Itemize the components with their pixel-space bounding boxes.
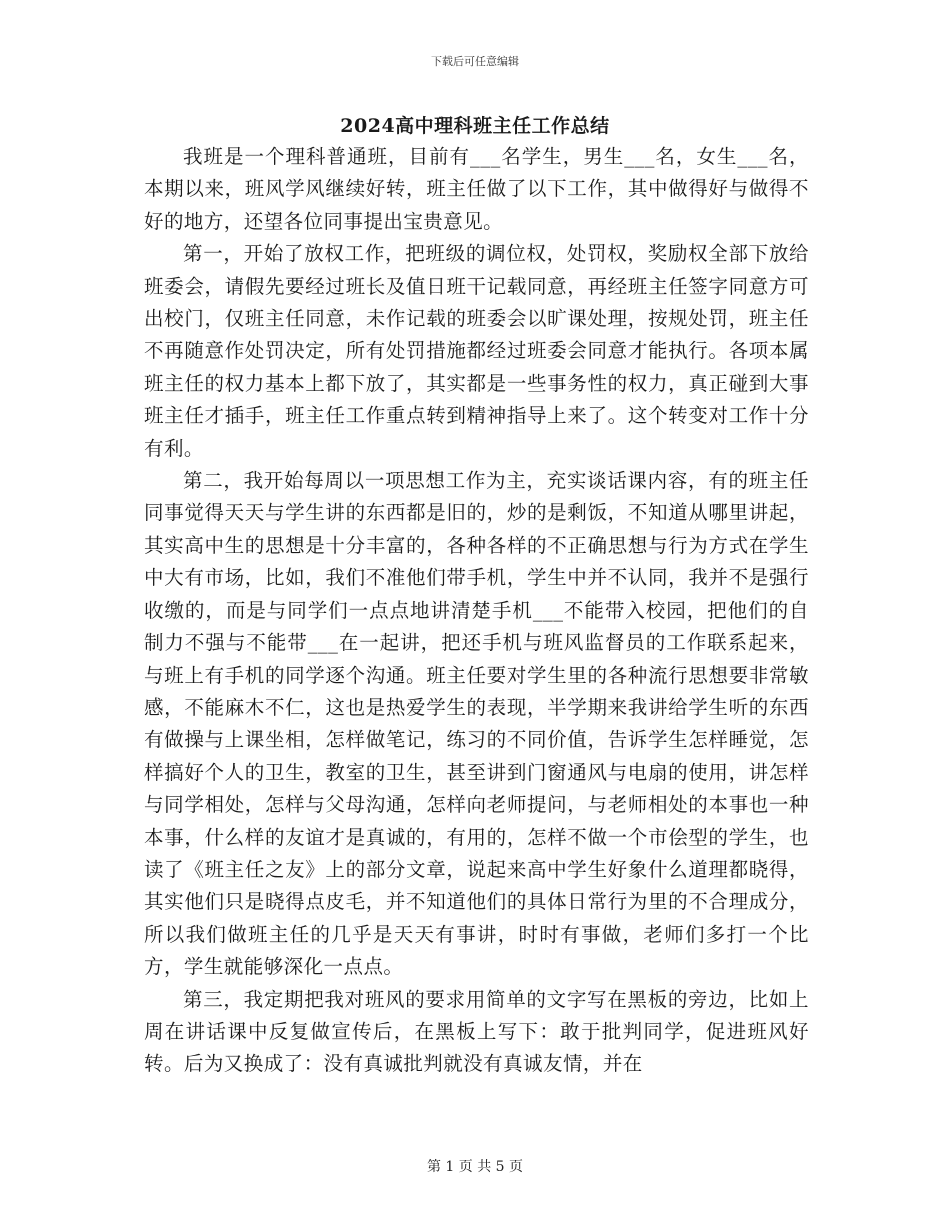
paragraph-first-point: 第一，开始了放权工作，把班级的调位权，处罚权，奖励权全部下放给班委会，请假先要经过班长及值日班干记载同意，再经班主任签字同意方可出校门，仅班主任同意，未作记载的班委会以旷课处理，按规处罚，班主任不再随意作处罚决定，所有处罚措施都经过班委会同意才能执行。各项本属班主任的权力基本上都下放了，其实都是一些事务性的权力，真正碰到大事班主任才插手，班主任工作重点转到精神指导上来了。这个转变对工作十分有利。 xyxy=(144,242,809,460)
paragraph-third-point: 第三，我定期把我对班风的要求用简单的文字写在黑板的旁边，比如上周在讲话课中反复做宣传后，在黑板上写下：敢于批判同学，促进班风好转。后为又换成了：没有真诚批判就没有真诚友情，并在 xyxy=(144,987,809,1076)
document-body xyxy=(144,141,809,1081)
document-title: 2024高中理科班主任工作总结 xyxy=(340,115,610,137)
paragraph-second-point: 第二，我开始每周以一项思想工作为主，充实谈话课内容，有的班主任同事觉得天天与学生讲的东西都是旧的，炒的是剩饭，不知道从哪里讲起，其实高中生的思想是十分丰富的，各种各样的不正确思想与行为方式在学生中大有市场，比如，我们不准他们带手机，学生中并不认同，我并不是强行收缴的，而是与同学们一点点地讲清楚手机___不能带入校园，把他们的自制力不强与不能带___在一起讲，把还手机与班风监督员的工作联系起来，与班上有手机的同学逐个沟通。班主任要对学生里的各种流行思想要非常敏感，不能麻木不仁，这也是热爱学生的表现，半学期来我讲给学生听的东西有做操与上课坐相，怎样做笔记，练习的不同价值，告诉学生怎样睡觉，怎样搞好个人的卫生，教室的卫生，甚至讲到门窗通风与电扇的使用，讲怎样与同学相处，怎样与父母沟通，怎样向老师提问，与老师相处的本事也一种本事，什么样的友谊才是真诚的，有用的，怎样不做一个市侩型的学生，也读了《班主任之友》上的部分文章，说起来高中学生好象什么道理都晓得，其实他们只是晓得点皮毛，并不知道他们的具体日常行为里的不合理成分，所以我们做班主任的几乎是天天有事讲，时时有事做，老师们多打一个比方，学生就能够深化一点点。 xyxy=(144,469,809,979)
page-number: 第 1 页 共 5 页 xyxy=(426,1159,524,1175)
paragraph-intro: 我班是一个理科普通班，目前有___名学生，男生___名，女生___名，本期以来，班风学风继续好转，班主任做了以下工作，其中做得好与做得不好的地方，还望各位同事提出宝贵意见。 xyxy=(144,145,809,233)
header-note: 下载后可任意编辑 xyxy=(431,55,519,68)
